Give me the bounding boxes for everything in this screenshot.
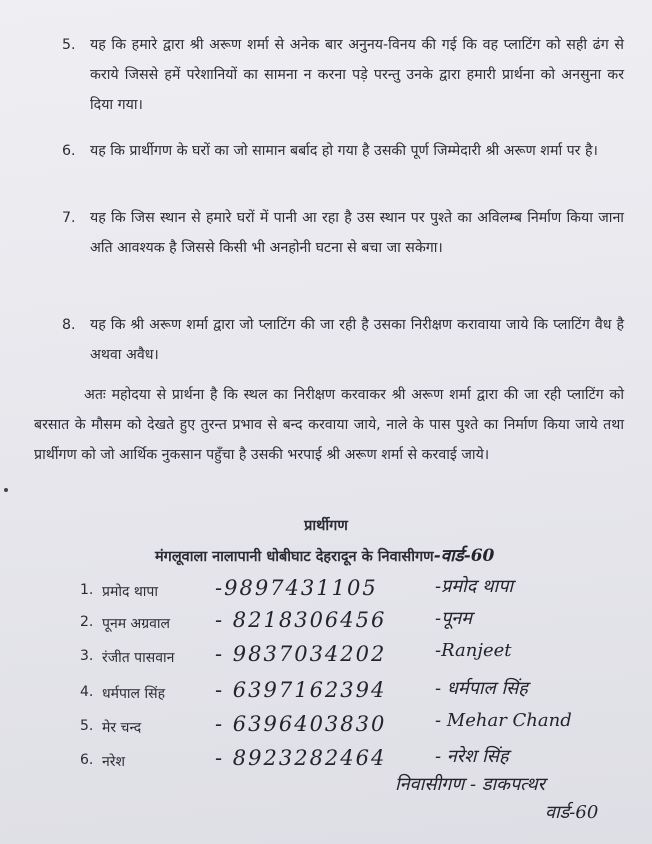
signatory-name: मेर चन्द bbox=[102, 720, 142, 736]
signatories-heading: प्रार्थीगण bbox=[304, 518, 348, 534]
point-number: 7. bbox=[62, 210, 76, 226]
point-number: 5. bbox=[62, 37, 76, 53]
signatory-signature: - Mehar Chand bbox=[435, 710, 572, 731]
row-number: 4. bbox=[80, 684, 94, 700]
location-text: मंगलूवाला नालापानी धोबीघाट देहरादून के निवासीगण bbox=[155, 549, 434, 565]
closing-paragraph: अतः महोदया से प्रार्थना है कि स्थल का निरीक्षण करवाकर श्री अरूण शर्मा द्वारा की जा रही प्लाटिंग को बरसात के मौसम को देखते हुए तुरन्त प्रभाव से बन्द करवाया जाये, नाले के पास पुश्ते का निर्माण किया जाये तथा प्रार्थीगण को जो आर्थिक नुकसान पहुँचा है उसकी भरपाई श्री अरूण शर्मा से करवाई जाये। bbox=[34, 387, 624, 463]
signatory-signature: - नरेश सिंह bbox=[435, 746, 509, 767]
signatory-signature: -पूनम bbox=[435, 608, 473, 629]
footnote-residents: निवासीगण - डाकपत्थर bbox=[395, 774, 545, 795]
signatory-signature: - धर्मपाल सिंह bbox=[435, 678, 528, 699]
signatory-phone: - 9837034202 bbox=[215, 642, 387, 666]
point-number: 8. bbox=[62, 317, 76, 333]
point-8 bbox=[40, 310, 624, 370]
point-5 bbox=[40, 30, 624, 120]
signatory-name: प्रमोद थापा bbox=[102, 584, 158, 600]
signatory-signature: -प्रमोद थापा bbox=[435, 576, 514, 597]
signatory-signature: -Ranjeet bbox=[435, 640, 512, 661]
signatory-name: नरेश bbox=[102, 754, 126, 770]
footnote-ward: वार्ड-60 bbox=[545, 802, 599, 823]
margin-dot bbox=[4, 488, 8, 492]
point-6 bbox=[40, 136, 624, 166]
row-number: 3. bbox=[80, 648, 94, 664]
signatory-name: रंजीत पासवान bbox=[102, 650, 175, 666]
signatory-phone: - 8923282464 bbox=[215, 746, 387, 770]
row-number: 5. bbox=[80, 718, 94, 734]
point-number: 6. bbox=[62, 143, 76, 159]
signatory-phone: - 8218306456 bbox=[215, 608, 387, 632]
point-text: यह कि श्री अरूण शर्मा द्वारा जो प्लाटिंग की जा रही है उसका निरीक्षण करावाया जाये कि प्लाटिंग वैध है अथवा अवैध। bbox=[90, 317, 624, 363]
location-line bbox=[155, 543, 494, 566]
row-number: 6. bbox=[80, 752, 94, 768]
signatory-name: धर्मपाल सिंह bbox=[102, 686, 166, 702]
point-text: यह कि जिस स्थान से हमारे घरों में पानी आ रहा है उस स्थान पर पुश्ते का अविलम्ब निर्माण किया जाना अति आवश्यक है जिससे किसी भी अनहोनी घटना से बचा जा सकेगा। bbox=[90, 210, 624, 256]
signatory-phone: - 6396403830 bbox=[215, 712, 387, 736]
point-text: यह कि प्रार्थीगण के घरों का जो सामान बर्बाद हो गया है उसकी पूर्ण जिम्मेदारी श्री अरूण शर्मा पर है। bbox=[90, 143, 598, 159]
signatory-phone: - 6397162394 bbox=[215, 678, 387, 702]
row-number: 1. bbox=[80, 582, 94, 598]
row-number: 2. bbox=[80, 614, 94, 630]
signatory-name: पूनम अग्रवाल bbox=[102, 616, 171, 632]
signatory-phone: -9897431105 bbox=[215, 576, 378, 600]
point-7 bbox=[40, 203, 624, 263]
point-text: यह कि हमारे द्वारा श्री अरूण शर्मा से अनेक बार अनुनय-विनय की गई कि वह प्लाटिंग को सही ढंग से कराये जिससे हमें परेशानियों का सामना न करना पड़े परन्तु उनके द्वारा हमारी प्रार्थना को अनसुना कर दिया गया। bbox=[90, 37, 624, 113]
ward-handwritten: -वार्ड-60 bbox=[433, 546, 495, 566]
